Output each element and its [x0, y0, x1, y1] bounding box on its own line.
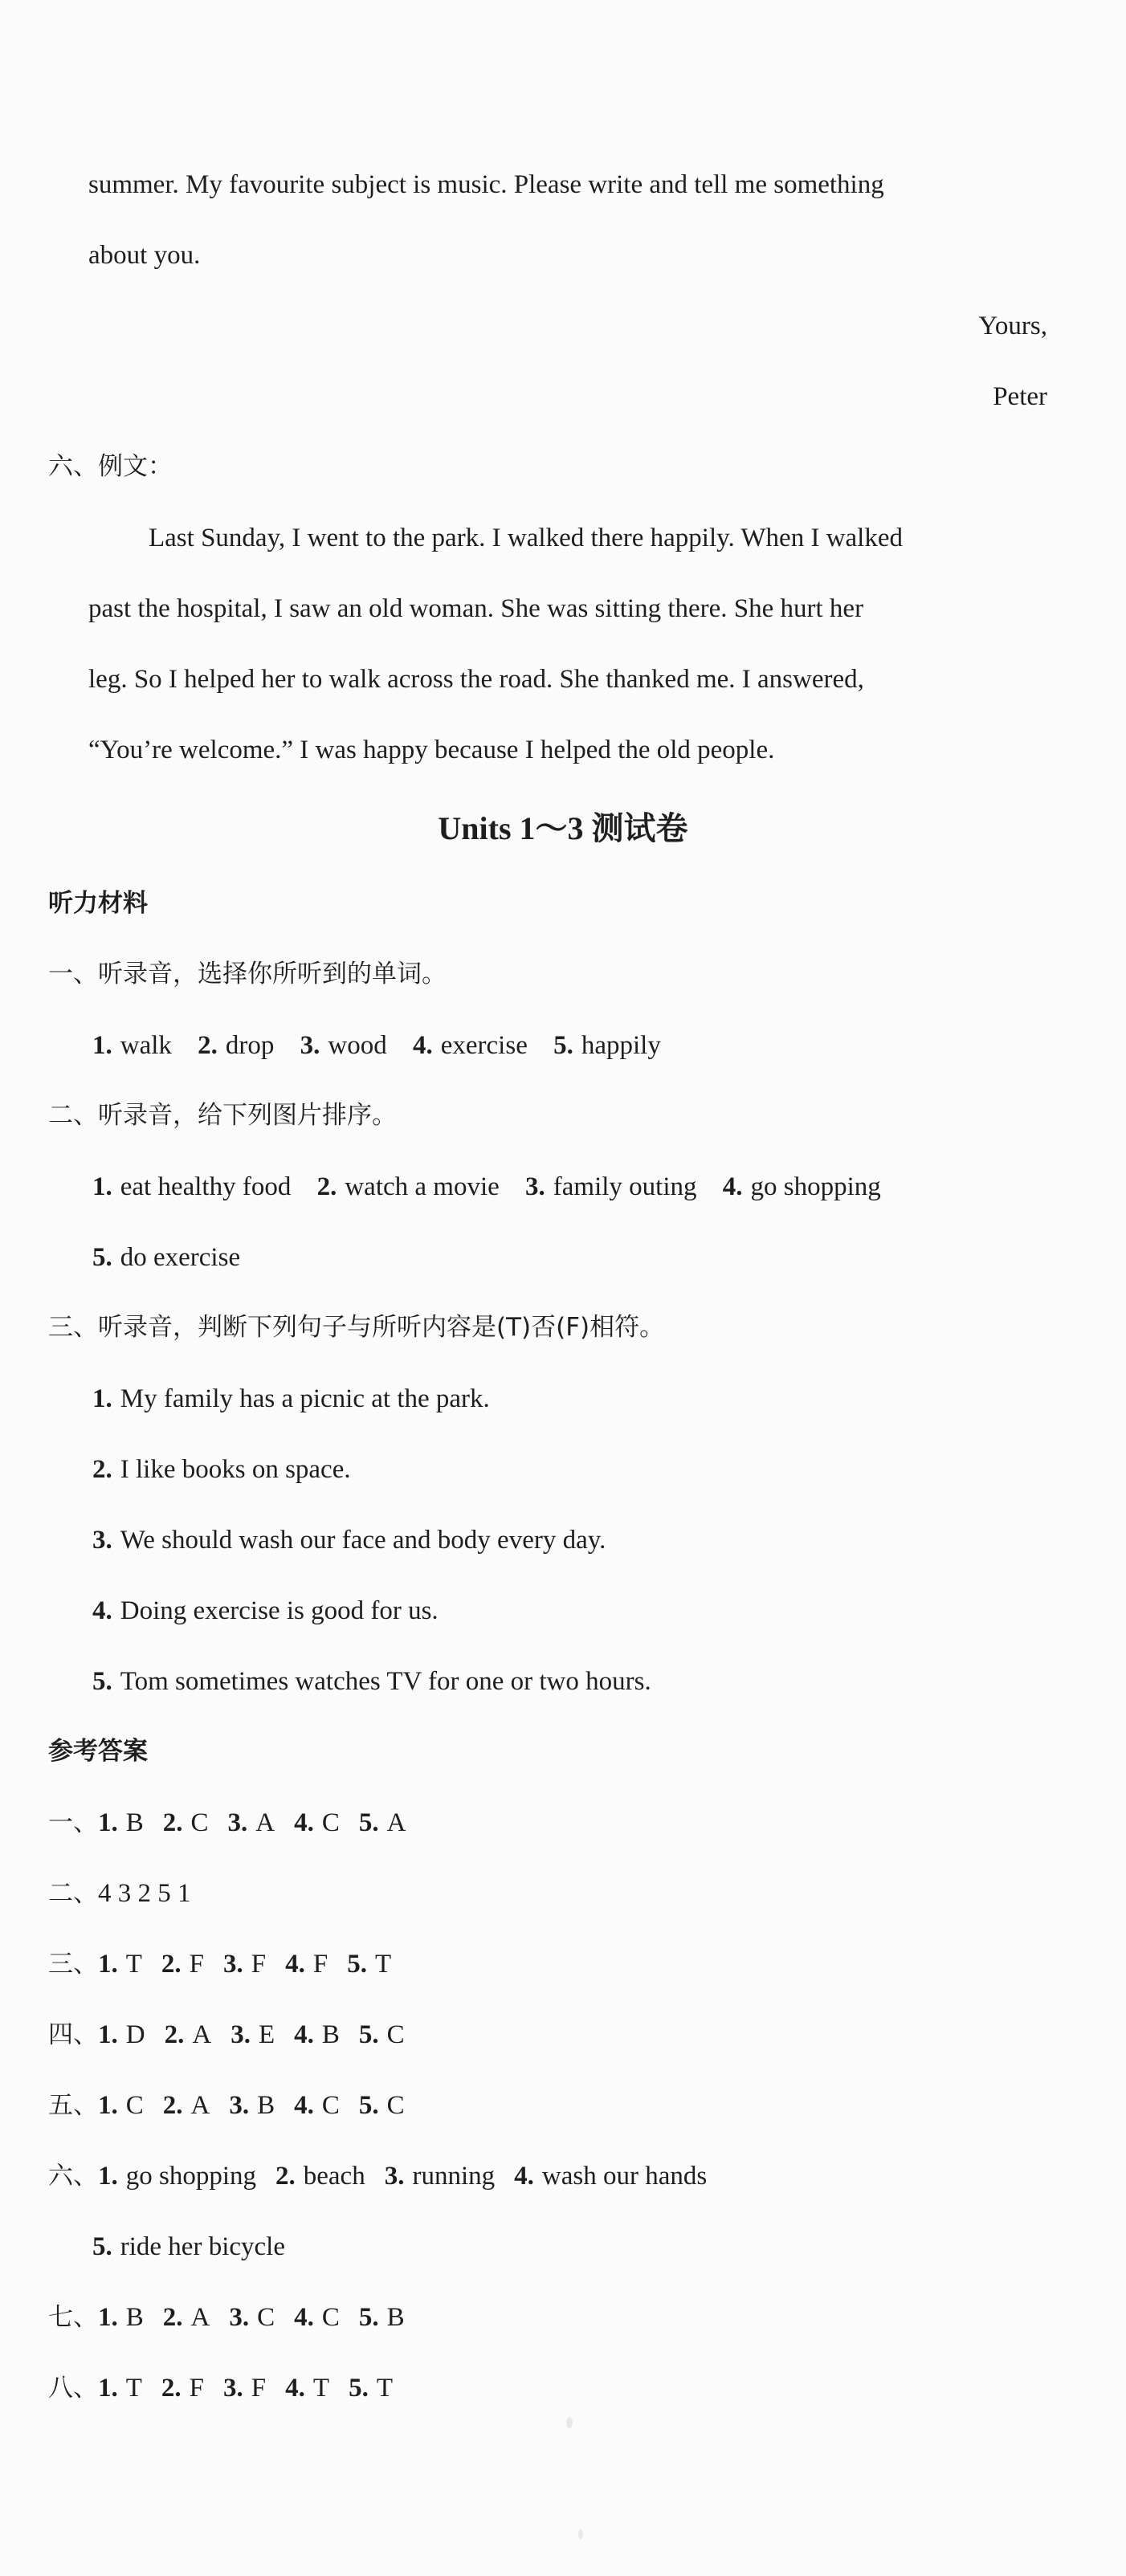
scan-mark — [566, 2417, 573, 2428]
answer-row-1: 一、1. B 2. C 3. A 4. C 5. A — [48, 1808, 406, 1837]
list-item: 5. do exercise — [92, 1243, 241, 1272]
essay-line-1: Last Sunday, I went to the park. I walked there happily. When I walked — [149, 524, 903, 552]
test-title: Units 1～3 测试卷 — [438, 810, 688, 846]
letter-line-2: about you. — [88, 241, 201, 270]
scan-mark — [578, 2529, 583, 2539]
answer-row-4: 四、1. D 2. A 3. E 4. B 5. C — [48, 2020, 405, 2049]
answer-row-8: 八、1. T 2. F 3. F 4. T 5. T — [48, 2374, 393, 2403]
listening-q3-label: 三、听录音，判断下列句子与所听内容是(T)否(F)相符。 — [48, 1313, 665, 1342]
letter-closing: Yours, — [978, 312, 1047, 340]
list-item: 5. happily — [553, 1031, 661, 1060]
letter-line-1: summer. My favourite subject is music. Please write and tell me something — [88, 170, 884, 199]
answer-row-7: 七、1. B 2. A 3. C 4. C 5. B — [48, 2303, 405, 2332]
list-item: 1. My family has a picnic at the park. — [92, 1384, 490, 1413]
listening-q2-items-row-1 — [92, 1174, 881, 1200]
list-item: 3. family outing — [525, 1172, 697, 1201]
list-item: 2. I like books on space. — [92, 1455, 351, 1484]
list-item: 4. exercise — [413, 1031, 528, 1060]
answer-row-5: 五、1. C 2. A 3. B 4. C 5. C — [48, 2091, 405, 2120]
listening-heading: 听力材料 — [48, 889, 148, 918]
essay-line-4: “You’re welcome.” I was happy because I helped the old people. — [88, 736, 775, 764]
list-item: 3. We should wash our face and body every day. — [92, 1526, 606, 1555]
list-item: 3. wood — [300, 1031, 387, 1060]
list-item: 2. watch a movie — [316, 1172, 500, 1201]
list-item: 1. walk — [92, 1031, 172, 1060]
list-item: 2. drop — [198, 1031, 275, 1060]
answer-row-2: 二、4 3 2 5 1 — [48, 1879, 191, 1908]
essay-line-3: leg. So I helped her to walk across the road. She thanked me. I answered, — [88, 665, 864, 694]
listening-q1-items — [92, 1033, 661, 1059]
answer-row-6-continued: 5. ride her bicycle — [92, 2232, 285, 2261]
answer-row-3: 三、1. T 2. F 3. F 4. F 5. T — [48, 1950, 392, 1979]
list-item: 5. Tom sometimes watches TV for one or two hours. — [92, 1667, 651, 1696]
list-item: 4. Doing exercise is good for us. — [92, 1596, 439, 1625]
letter-signature: Peter — [993, 382, 1047, 411]
answer-row-6: 六、1. go shopping 2. beach 3. running 4. wash our hands — [48, 2162, 708, 2191]
essay-line-2: past the hospital, I saw an old woman. She was sitting there. She hurt her — [88, 594, 864, 623]
answers-heading: 参考答案 — [48, 1737, 148, 1766]
list-item: 1. eat healthy food — [92, 1172, 292, 1201]
section-6-label: 六、例文： — [48, 452, 173, 481]
listening-q2-items-row-2 — [92, 1245, 240, 1271]
list-item: 4. go shopping — [722, 1172, 881, 1201]
listening-q2-label: 二、听录音，给下列图片排序。 — [48, 1101, 397, 1130]
listening-q1-label: 一、听录音，选择你所听到的单词。 — [48, 960, 447, 988]
